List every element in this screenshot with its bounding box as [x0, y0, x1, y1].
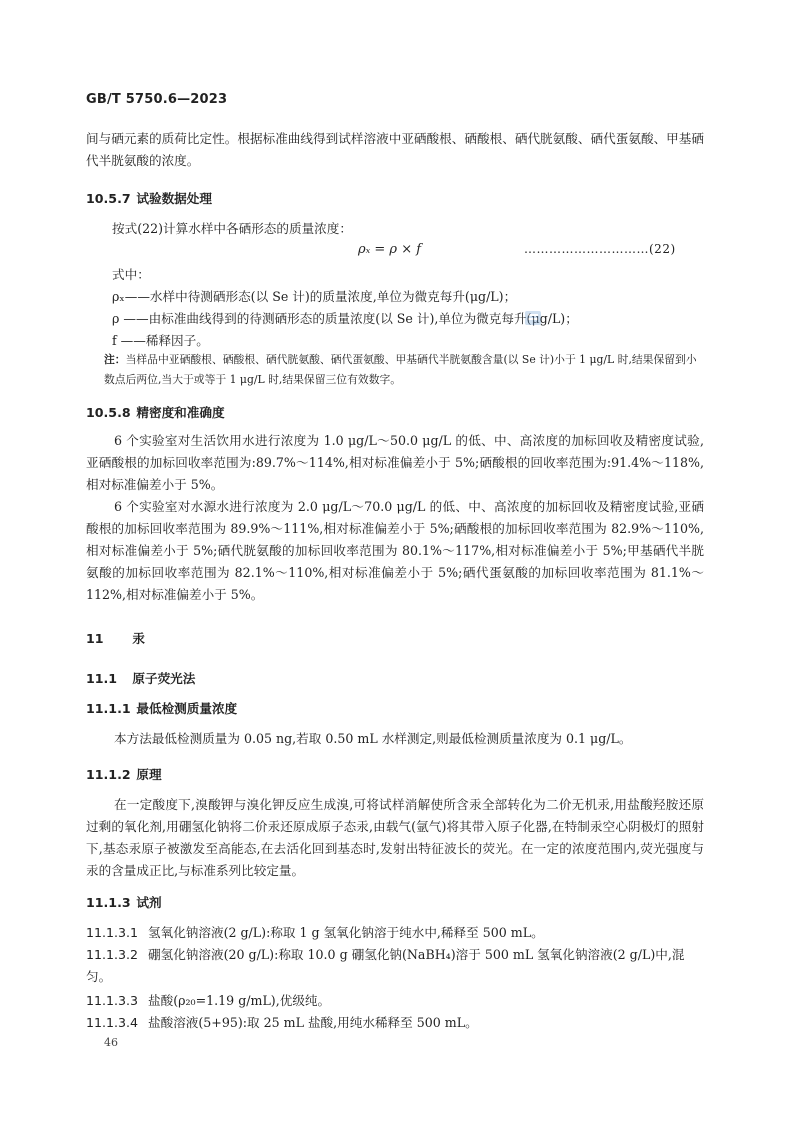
principle-paragraph	[86, 794, 704, 882]
principle-text: 在一定酸度下,溴酸钾与溴化钾反应生成溴,可将试样消解使所含汞全部转化为二价无机汞,用盐酸羟胺还原过剩的氧化剂,用硼氢化钠将二价汞还原成原子态汞,由载气(氩气)将其带入原子化器,在特制汞空心阴极灯的照射下,基态汞原子被激发至高能态,在去活化回到基态时,发射出特征波长的荧光。在一定的浓度范围内,荧光强度与汞的含量成正比,与标准系列比较定量。	[86, 797, 704, 878]
section-heading-11-1-3	[86, 892, 162, 911]
section-title: 原理	[136, 767, 162, 782]
reagent-number: 11.1.3.3	[86, 993, 139, 1008]
reagent-text: 氢氧化钠溶液(2 g/L):称取 1 g 氢氧化钠溶于纯水中,稀释至 500 mL。	[148, 925, 544, 940]
section-heading-10-5-7	[86, 188, 212, 207]
chapter-title: 汞	[132, 631, 145, 646]
note-block	[104, 350, 700, 390]
reagent-item	[86, 990, 704, 1012]
section-title: 原子荧光法	[132, 671, 196, 686]
precision-paragraph-2: 6 个实验室对水源水进行浓度为 2.0 μg/L～70.0 μg/L 的低、中、高浓度的加标回收及精密度试验,亚硒酸根的加标回收率范围为 89.9%～111%,相对标准偏差小于 5%;硒酸根的加标回收率范围为 82.9%～110%,相对标准偏差小于 5%;硒代胱氨酸的加标回收率范围为 80.1%～117%,相对标准偏差小于 5%;甲基硒代半胱氨酸的加标回收率范围为 82.1%～110%,相对标准偏差小于 5%;硒代蛋氨酸的加标回收率范围为 81.1%～112%,相对标准偏差小于 5%。	[86, 499, 704, 602]
where-label: 式中：	[112, 267, 150, 282]
definition-rho-x: ρₓ——水样中待测硒形态(以 Se 计)的质量浓度,单位为微克每升(μg/L)；	[112, 289, 517, 304]
reagent-item	[86, 944, 704, 988]
section-heading-11-1-2	[86, 764, 162, 783]
standard-number: GB/T 5750.6—2023	[86, 92, 228, 107]
intro-text: 间与硒元素的质荷比定性。根据标准曲线得到试样溶液中亚硒酸根、硒酸根、硒代胱氨酸、硒代蛋氨酸、甲基硒代半胱氨酸的浓度。	[86, 131, 704, 168]
reagent-item	[86, 1012, 704, 1034]
section-heading-11-1	[86, 668, 195, 687]
definition-f: f ——稀释因子。	[112, 333, 209, 348]
section-title: 试验数据处理	[136, 191, 212, 206]
precision-paragraph-1: 6 个实验室对生活饮用水进行浓度为 1.0 μg/L～50.0 μg/L 的低、中、高浓度的加标回收及精密度试验,亚硒酸根的加标回收率范围为:89.7%～114%,相对标准偏差小于 5%;硒酸根的回收率范围为:91.4%～118%,相对标准偏差小于 5%。	[86, 433, 704, 492]
section-title: 精密度和准确度	[136, 405, 225, 420]
definition-rho: ρ ——由标准曲线得到的待测硒形态的质量浓度(以 Se 计),单位为微克每升(μg/L)；	[112, 311, 578, 326]
section-heading-11-1-1	[86, 698, 237, 717]
section-title: 最低检测质量浓度	[136, 701, 238, 716]
formula: ρₓ = ρ × f	[358, 242, 422, 257]
section-number: 10.5.7	[86, 191, 131, 206]
note-text: 当样品中亚硒酸根、硒酸根、硒代胱氨酸、硒代蛋氨酸、甲基硒代半胱氨酸含量(以 Se 计)小于 1 μg/L 时,结果保留到小数点后两位,当大于或等于 1 μg/L 时,结果保留三位有效数字。	[104, 353, 697, 386]
section-heading-10-5-8	[86, 402, 225, 421]
reagent-text: 硼氢化钠溶液(20 g/L):称取 10.0 g 硼氢化钠(NaBH₄)溶于 500 mL 氢氧化钠溶液(2 g/L)中,混匀。	[86, 947, 685, 984]
reagent-number: 11.1.3.1	[86, 925, 139, 940]
detection-limit-paragraph	[86, 728, 704, 750]
section-number: 11.1	[86, 671, 118, 686]
section-title: 试剂	[136, 895, 162, 910]
section-number: 11.1.3	[86, 895, 131, 910]
section-number: 10.5.8	[86, 405, 131, 420]
reagent-text: 盐酸(ρ₂₀=1.19 g/mL),优级纯。	[148, 993, 331, 1008]
chapter-number: 11	[86, 631, 104, 646]
formula-lead: 按式(22)计算水样中各硒形态的质量浓度：	[112, 221, 352, 236]
reagent-item	[86, 922, 704, 944]
reagent-number: 11.1.3.2	[86, 947, 139, 962]
reagent-text: 盐酸溶液(5+95):取 25 mL 盐酸,用纯水稀释至 500 mL。	[148, 1015, 478, 1030]
formula-number: …………………………(22)	[524, 242, 676, 256]
precision-paragraphs	[86, 430, 704, 606]
section-number: 11.1.2	[86, 767, 131, 782]
chapter-heading-11	[86, 628, 145, 647]
note-label: 注：	[104, 353, 126, 366]
detection-limit-text: 本方法最低检测质量为 0.05 ng,若取 0.50 mL 水样测定,则最低检测质量浓度为 0.1 μg/L。	[114, 731, 632, 746]
stamp-mark-icon	[524, 310, 542, 326]
intro-paragraph	[86, 128, 704, 172]
section-number: 11.1.1	[86, 701, 131, 716]
reagent-number: 11.1.3.4	[86, 1015, 139, 1030]
page-number: 46	[104, 1036, 118, 1049]
